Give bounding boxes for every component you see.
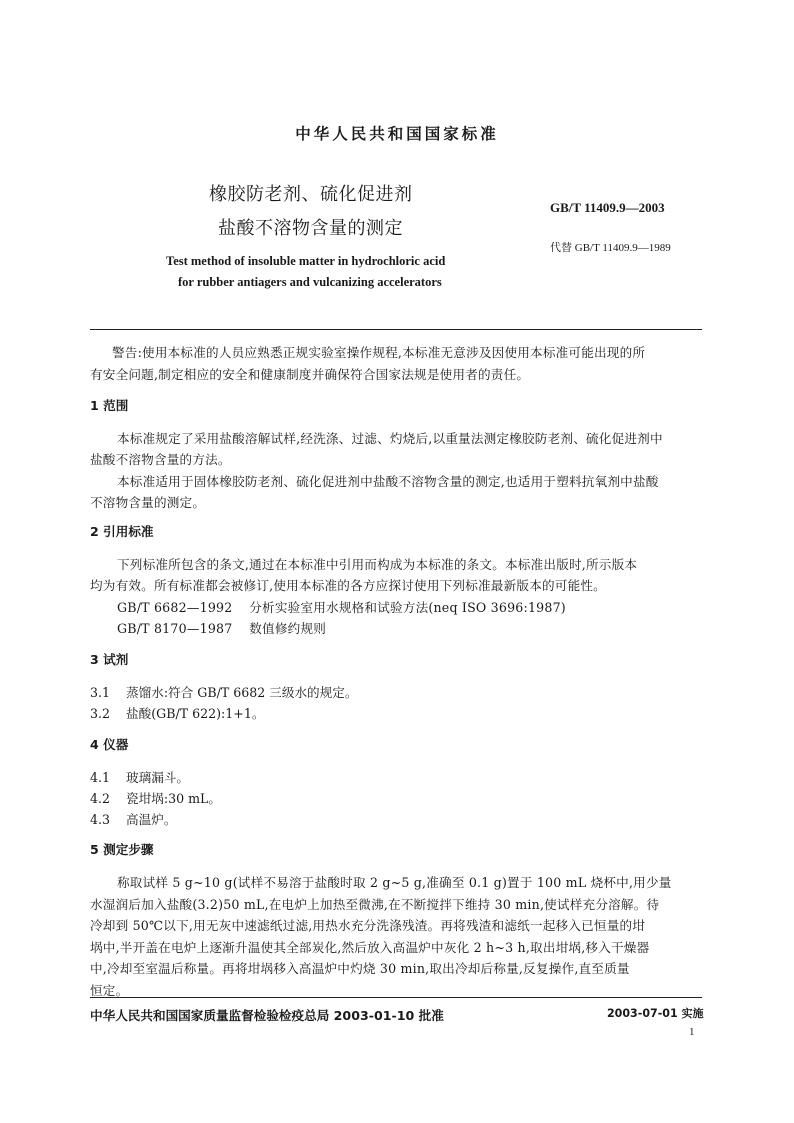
section-procedure-heading: 5 测定步骤 [90,842,154,857]
section-reagents-heading: 3 试剂 [90,652,129,667]
scope-paragraph-1-line-1: 本标准规定了采用盐酸溶解试样,经洗涤、过滤、灼烧后,以重量法测定橡胶防老剂、硫化促进剂中 [117,431,663,446]
page-number: 1 [689,1026,695,1038]
section-scope-heading: 1 范围 [90,398,129,413]
apparatus-item-3: 4.3 高温炉。 [90,812,177,827]
procedure-line-5: 中,冷却至室温后称量。再将坩埚移入高温炉中灼烧 30 min,取出冷却后称量,反复操作,直至质量 [90,961,630,976]
national-standard-heading: 中华人民共和国国家标准 [295,125,499,143]
top-divider [90,329,702,330]
warning-line-1: 警告:使用本标准的人员应熟悉正规实验室操作规程,本标准无意涉及因使用本标准可能出现的所 [112,345,646,360]
procedure-line-1: 称取试样 5 g~10 g(试样不易溶于盐酸时取 2 g~5 g,准确至 0.1 g)置于 100 mL 烧杯中,用少量 [117,875,672,890]
reference-item-1: GB/T 6682—1992 分析实验室用水规格和试验方法(neq ISO 3696:1987) [117,600,566,615]
apparatus-item-2: 4.2 瓷坩埚:30 mL。 [90,791,221,806]
standard-number: GB/T 11409.9—2003 [550,200,665,215]
section-apparatus-heading: 4 仪器 [90,737,129,752]
warning-line-2: 有安全问题,制定相应的安全和健康制度并确保符合国家法规是使用者的责任。 [90,367,530,382]
scope-paragraph-2-line-2: 不溶物含量的测定。 [90,495,206,510]
bottom-divider [90,997,702,998]
procedure-line-4: 埚中,半开盖在电炉上逐渐升温使其全部炭化,然后放入高温炉中灰化 2 h~3 h,取出坩埚,移入干燥器 [90,940,650,955]
scope-paragraph-2-line-1: 本标准适用于固体橡胶防老剂、硫化促进剂中盐酸不溶物含量的测定,也适用于塑料抗氧剂中盐酸 [117,474,659,489]
title-cn-line-2: 盐酸不溶物含量的测定 [218,218,403,239]
section-references-heading: 2 引用标准 [90,524,154,539]
reagent-item-2: 3.2 盐酸(GB/T 622):1+1。 [90,706,265,721]
procedure-line-2: 水湿润后加入盐酸(3.2)50 mL,在电炉上加热至微沸,在不断搅拌下维持 30 min,使试样充分溶解。待 [90,897,660,912]
reagent-item-1: 3.1 蒸馏水:符合 GB/T 6682 三级水的规定。 [90,685,358,700]
procedure-line-6: 恒定。 [90,983,129,998]
apparatus-item-1: 4.1 玻璃漏斗。 [90,770,190,785]
implementation-date: 2003-07-01 实施 [607,1007,704,1020]
title-cn-line-1: 橡胶防老剂、硫化促进剂 [209,184,413,205]
replaces-standard: 代替 GB/T 11409.9—1989 [550,242,671,254]
references-paragraph-line-1: 下列标准所包含的条文,通过在本标准中引用而构成为本标准的条文。本标准出版时,所示版本 [117,557,638,572]
approval-statement: 中华人民共和国国家质量监督检验检疫总局 2003-01-10 批准 [90,1008,444,1023]
references-paragraph-line-2: 均为有效。所有标准都会被修订,使用本标准的各方应探讨使用下列标准最新版本的可能性。 [90,578,606,593]
scope-paragraph-1-line-2: 盐酸不溶物含量的方法。 [90,452,231,467]
procedure-line-3: 冷却到 50℃以下,用无灰中速滤纸过滤,用热水充分洗涤残渣。再将残渣和滤纸一起移入已恒量的坩 [90,918,646,933]
title-en-line-1: Test method of insoluble matter in hydrochloric acid [166,254,446,268]
reference-item-2: GB/T 8170—1987 数值修约规则 [117,621,327,636]
title-en-line-2: for rubber antiagers and vulcanizing accelerators [178,275,442,289]
